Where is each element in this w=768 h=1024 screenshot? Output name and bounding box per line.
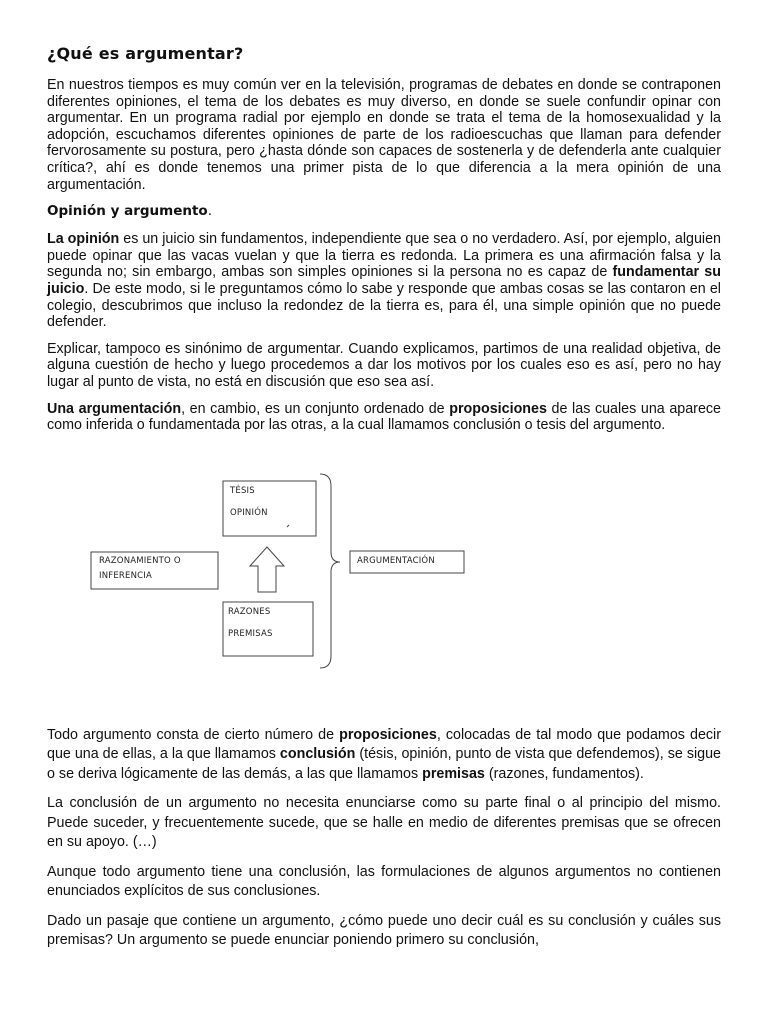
todo-text-3: (tésis, opinión, punto de vista que defendemos), se sigue o se deriva lógicamente de las demás, a las que llamamos	[47, 746, 721, 782]
argument-diagram	[47, 444, 721, 714]
opinion-term: La opinión	[47, 231, 120, 248]
up-arrow	[250, 547, 284, 592]
todo-text-4: (razones, fundamentos).	[484, 765, 644, 782]
conclusion-paragraph: La conclusión de un argumento no necesita enunciarse como su parte final o al principio del mismo. Puede suceder, y frecuentemente sucede, que se halle en medio de diferentes premisas que se ofrecen en su apoyo. (…)	[47, 795, 721, 851]
todo-bold-2: conclusión	[279, 746, 356, 763]
todo-text-1: Todo argumento consta de cierto número de	[47, 726, 340, 743]
dado-paragraph: Dado un pasaje que contiene un argumento, ¿cómo puede uno decir cuál es su conclusión y cuáles sus premisas? Un argumento se puede enunciar poniendo primero su conclusión,	[47, 912, 721, 949]
todo-bold-1: proposiciones	[339, 726, 437, 743]
section-heading-period: .	[207, 203, 212, 220]
argumentacion-bold-2: proposiciones	[449, 400, 547, 417]
argumentacion-paragraph	[47, 401, 721, 434]
todo-argumento-paragraph	[47, 726, 721, 785]
explicar-paragraph: Explicar, tampoco es sinónimo de argumentar. Cuando explicamos, partimos de una realidad objetiva, de alguna cuestión de hecho y luego procedemos a dar los motivos por los cuales eso es así, pero no hay lugar al punto de vista, no está en discusión que eso sea así.	[47, 340, 721, 390]
razones-label: RAZONES	[228, 606, 271, 617]
section-heading	[47, 203, 721, 219]
argumentacion-text-2: de las cuales una aparece como inferida o fundamentada por las otras, a la cual llamamos conclusión o tesis del argumento.	[47, 400, 721, 434]
intro-paragraph: En nuestros tiempos es muy común ver en la televisión, programas de debates en donde se contraponen diferentes opiniones, el tema de los debates es muy diverso, en donde se suele confundir opinar con argumentar. En un programa radial por ejemplo en donde se trata el tema de la homosexualidad y la adopción, escuchamos diferentes opiniones de parte de los radioescuchas que llaman para defender fervorosamente su postura, pero ¿hasta dónde son capaces de sostenerla y de defenderla ante cualquier crítica?, ahí es donde tenemos una primer pista de lo que diferencia a la mera opinión de una argumentación.	[47, 77, 721, 193]
curly-brace	[320, 474, 340, 668]
razonamiento-label-2: INFERENCIA	[99, 570, 153, 581]
document-page	[47, 40, 721, 961]
opinion-text-2: . De este modo, si le preguntamos cómo lo sabe y responde que ambas cosas se las contaron en el colegio, descubrimos que incluso la redondez de la tierra es, para él, una simple opinión que no puede defender.	[47, 280, 721, 331]
opinion-paragraph	[47, 231, 721, 331]
argumentacion-text-1: , en cambio, es un conjunto ordenado de	[181, 400, 450, 417]
opinion-text-1: es un juicio sin fundamentos, independiente que sea o no verdadero. Así, por ejemplo, alguien puede opinar que las vacas vuelan y que la tierra es redonda. La primera es una afirmación falsa y la segunda no; sin embargo, ambas son simples opiniones si la persona no es capaz de	[47, 231, 721, 281]
argumentacion-term: Una argumentación	[47, 400, 182, 417]
premisas-label: PREMISAS	[228, 628, 273, 639]
argumentacion-label: ARGUMENTACIÓN	[357, 555, 435, 566]
section-heading-text: Opinión y argumento	[47, 203, 208, 220]
page-title: ¿Qué es argumentar?	[47, 44, 244, 63]
todo-text-2: , colocadas de tal modo que podamos decir que una de ellas, a la que llamamos	[47, 726, 721, 763]
todo-bold-3: premisas	[422, 765, 485, 782]
opinion-bold-2: fundamentar su juicio	[47, 264, 721, 297]
opinion-label: OPINIÓN	[230, 507, 268, 518]
tesis-label: TÉSIS	[230, 485, 255, 496]
aunque-paragraph: Aunque todo argumento tiene una conclusión, las formulaciones de algunos argumentos no contienen enunciados explícitos de sus conclusiones.	[47, 863, 721, 900]
razonamiento-label-1: RAZONAMIENTO O	[99, 555, 181, 566]
